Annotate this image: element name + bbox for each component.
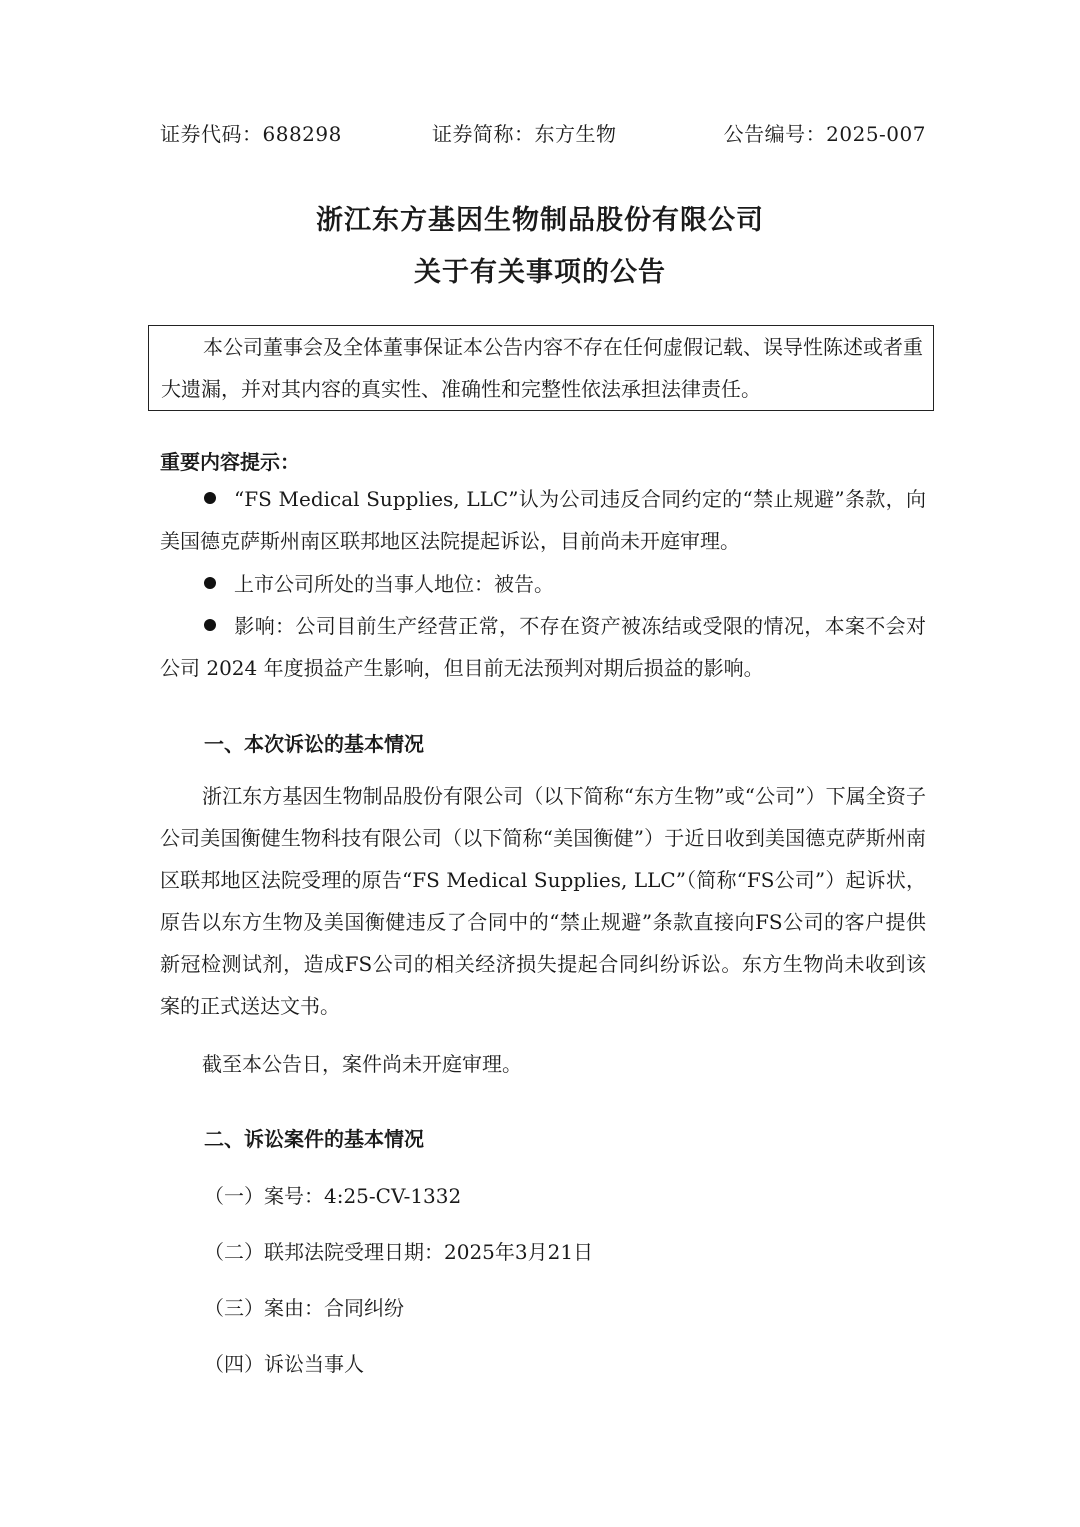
document-title-company: 浙江东方基因生物制品股份有限公司 — [316, 205, 764, 236]
highlight-item — [160, 605, 926, 689]
section-2-heading: 二、诉讼案件的基本情况 — [204, 1127, 424, 1151]
bullet-icon — [204, 577, 216, 589]
notice-text: 本公司董事会及全体董事保证本公告内容不存在任何虚假记载、误导性陈述或者重大遗漏，并对其内容的真实性、准确性和完整性依法承担法律责任。 — [161, 335, 923, 401]
section-1-heading: 一、本次诉讼的基本情况 — [204, 732, 424, 756]
highlight-item — [160, 478, 926, 562]
highlight-text: 影响：公司目前生产经营正常，不存在资产被冻结或受限的情况，本案不会对公司 2024 年度损益产生影响，但目前无法预判对期后损益的影响。 — [160, 614, 926, 680]
highlight-item — [160, 563, 926, 605]
announcement-number: 公告编号：2025-007 — [723, 122, 926, 146]
document-title-subject: 关于有关事项的公告 — [414, 257, 666, 288]
security-abbreviation: 证券简称：东方生物 — [432, 122, 617, 146]
bullet-icon — [204, 492, 216, 504]
board-guarantee-notice — [148, 325, 934, 411]
filing-date: （二）联邦法院受理日期：2025年3月21日 — [204, 1240, 594, 1264]
highlights-heading: 重要内容提示： — [160, 450, 300, 474]
case-cause: （三）案由：合同纠纷 — [204, 1296, 404, 1320]
litigation-parties: （四）诉讼当事人 — [204, 1352, 364, 1376]
case-number: （一）案号：4:25-CV-1332 — [204, 1184, 462, 1208]
bullet-icon — [204, 619, 216, 631]
security-code: 证券代码：688298 — [160, 122, 342, 146]
highlight-text: 上市公司所处的当事人地位：被告。 — [234, 572, 554, 596]
section-1-paragraph: 浙江东方基因生物制品股份有限公司（以下简称“东方生物”或“公司”）下属全资子公司美国衡健生物科技有限公司（以下简称“美国衡健”）于近日收到美国德克萨斯州南区联邦地区法院受理的原告“FS Medical Supplies, LLC”（简称“FS公司”）起诉状，原告以东方生物及美国衡健违反了合同中的“禁止规避”条款直接向FS公司的客户提供新冠检测试剂，造成FS公司的相关经济损失提起合同纠纷诉讼。东方生物尚未收到该案的正式送达文书。 — [160, 784, 926, 1018]
document-header — [160, 118, 926, 148]
section-1-status: 截至本公告日，案件尚未开庭审理。 — [202, 1052, 522, 1076]
highlight-text: “FS Medical Supplies, LLC”认为公司违反合同约定的“禁止规避”条款，向美国德克萨斯州南区联邦地区法院提起诉讼，目前尚未开庭审理。 — [160, 487, 926, 553]
